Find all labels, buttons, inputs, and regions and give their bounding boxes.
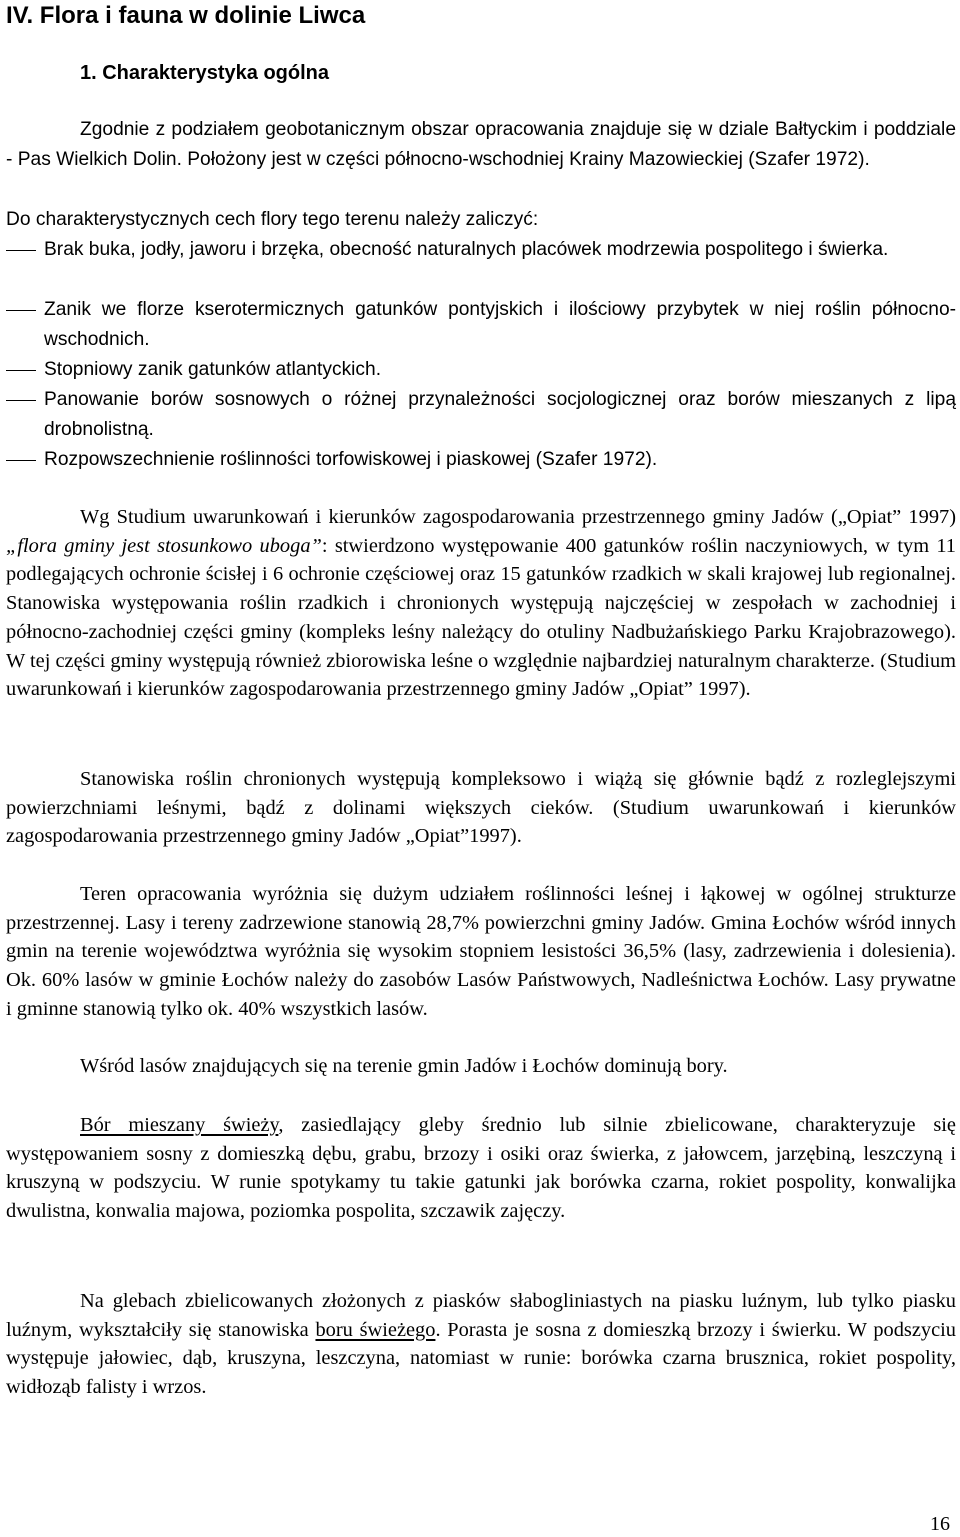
bor-mieszany-term: Bór mieszany świeży [80, 1114, 279, 1136]
chronione-paragraph [6, 765, 956, 851]
dash-marker [6, 250, 36, 251]
lead-text: Do charakterystycznych cech flory tego terenu należy zaliczyć: [6, 209, 539, 230]
dash-marker [6, 370, 36, 371]
intro-text: Zgodnie z podziałem geobotanicznym obszar opracowania znajduje się w dziale Bałtyckim i poddziale - Pas Wielkich Dolin. Położony jest w części północno-wschodniej Krainy Mazowieckiej (Szafer 1972). [6, 119, 956, 171]
gleby-text-b: . Porasta je sosna z domieszką brzozy i świerku. W podszyciu występuje jałowiec, dąb, kruszyna, leszczyna, natomiast w runie: borówka czarna brusznica, rokiet pospolity, widłoząb falisty i wrzos. [6, 1318, 957, 1399]
dash-marker [6, 400, 36, 401]
chapter-heading: IV. Flora i fauna w dolinie Liwca [6, 2, 366, 29]
bullet-text: Panowanie borów sosnowych o różnej przynależności socjologicznej oraz borów mieszanych z lipą drobnolistną. [44, 389, 956, 441]
studium-text-a: Wg Studium uwarunkowań i kierunków zagospodarowania przestrzennego gminy Jadów („Opiat” 1997) [80, 506, 956, 528]
bullet-item [6, 235, 956, 265]
document-page [6, 0, 956, 1537]
bullet-text: Zanik we florze kserotermicznych gatunków pontyjskich i ilościowy przybytek w niej roślin północno-wschodnich. [44, 299, 956, 351]
bullet-item [6, 445, 956, 475]
bor-mieszany-paragraph [6, 1111, 956, 1226]
bory-text: Wśród lasów znajdujących się na terenie gmin Jadów i Łochów dominują bory. [80, 1055, 728, 1077]
bullet-item [6, 355, 956, 385]
chronione-text: Stanowiska roślin chronionych występują kompleksowo i wiążą się głównie bądź z rozleglejszymi powierzchniami leśnymi, bądź z dolinami większych cieków. (Studium uwarunkowań i kierunków zagospodarowania przestrzennego gminy Jadów „Opiat”1997). [6, 768, 956, 848]
bor-mieszany-text: , zasiedlający gleby średnio lub silnie zbielicowane, charakteryzuje się występowaniem sosny z domieszką dębu, grabu, brzozy i osiki oraz świerka, z jałowcem, jarzębiną, leszczyną i kruszyną w podszyciu. W runie spotykamy tu takie gatunki jak borówka czarna, rokiet pospolity, konwalijka dwulistna, konwalia majowa, poziomka pospolita, szczawik zajęczy. [6, 1114, 956, 1223]
section-heading: 1. Charakterystyka ogólna [80, 62, 329, 84]
teren-text: Teren opracowania wyróżnia się dużym udziałem roślinności leśnej i łąkowej w ogólnej strukturze przestrzennej. Lasy i tereny zadrzewione stanowią 28,7% powierzchni gminy Jadów. Gmina Łochów wśród innych gmin na terenie województwa wyróżnia się wysokim stopniem lesistości 36,5% (lasy, zadrzewienia i dolesienia). Ok. 60% lasów w gminie Łochów należy do zasobów Lasów Państwowych, Nadleśnictwa Łochów. Lasy prywatne i gminne stanowią tylko ok. 40% wszystkich lasów. [6, 883, 956, 1020]
dash-marker [6, 460, 36, 461]
dash-marker [6, 310, 36, 311]
bullet-item [6, 385, 956, 445]
bullet-text: Stopniowy zanik gatunków atlantyckich. [44, 359, 382, 380]
page-number: 16 [930, 1513, 950, 1535]
bullet-item [6, 295, 956, 355]
teren-paragraph [6, 880, 956, 1024]
studium-quote: „flora gminy jest stosunkowo uboga” [6, 534, 322, 557]
studium-paragraph [6, 503, 956, 704]
intro-paragraph [6, 115, 956, 175]
bory-paragraph [6, 1052, 956, 1081]
bullet-text: Rozpowszechnienie roślinności torfowiskowej i piaskowej (Szafer 1972). [44, 449, 658, 470]
gleby-paragraph [6, 1287, 956, 1402]
lead-paragraph [6, 205, 956, 235]
studium-text-b: : stwierdzono występowanie 400 gatunków roślin naczyniowych, w tym 11 podlegających ochronie ścisłej i 6 ochronie częściowej oraz 15 gatunków rzadkich w skali krajowej lub regionalnej. Stanowiska występowania roślin rzadkich i chronionych występują najczęściej w zespołach w zachodniej i północno-zachodniej części gminy (kompleks leśny należący do otuliny Nadbużańskiego Parku Krajobrazowego). W tej części gminy występują również zbiorowiska leśne o względnie najbardziej naturalnym charakterze. (Studium uwarunkowań i kierunków zagospodarowania przestrzennego gminy Jadów „Opiat” 1997). [6, 534, 956, 701]
bullet-text: Brak buka, jodły, jaworu i brzęka, obecność naturalnych placówek modrzewia pospolitego i świerka. [44, 239, 889, 260]
gleby-text-a: Na glebach zbielicowanych złożonych z piasków słabogliniastych na piasku luźnym, lub tylko piasku luźnym, wykształciły się stanowiska [6, 1290, 956, 1341]
bor-swiezy-term: boru świeżego [315, 1318, 436, 1341]
